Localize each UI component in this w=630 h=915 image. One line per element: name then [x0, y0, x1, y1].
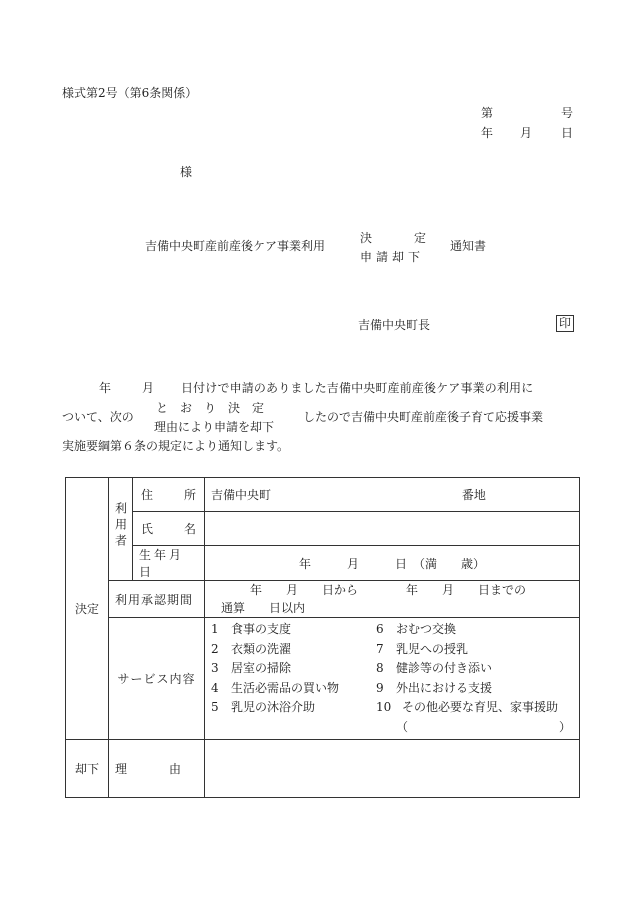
service-item-5: 5 乳児の沐浴介助 — [211, 700, 316, 714]
decision-section-label: 決定 — [66, 478, 109, 740]
date-year: 年 — [481, 126, 494, 140]
service-row — [211, 698, 573, 718]
service-row — [211, 659, 573, 679]
service-other-paren — [211, 718, 573, 738]
body-line1-month: 月 — [142, 381, 155, 395]
reason-label: 理 由 — [109, 740, 205, 798]
paren-open: （ — [396, 719, 409, 734]
body-line3: 実施要綱第６条の規定により通知します。 — [62, 439, 290, 453]
name-value-field[interactable] — [205, 512, 580, 546]
document-number-prefix: 第 — [481, 106, 494, 120]
birthdate-label: 生年月日 — [133, 546, 205, 581]
service-item-3: 3 居室の掃除 — [211, 661, 292, 675]
address-label: 住 所 — [133, 478, 205, 512]
period-label: 利用承認期間 — [109, 581, 205, 618]
service-item-4: 4 生活必需品の買い物 — [211, 680, 340, 695]
addressee-suffix: 様 — [180, 165, 193, 179]
address-cell — [205, 478, 580, 512]
service-item-6: 6 おむつ交換 — [376, 622, 457, 636]
body-line2-prefix: ついて、次の — [62, 410, 134, 424]
seal-stamp: 印 — [556, 315, 574, 332]
service-row — [211, 679, 573, 699]
service-item-10: 10 その他必要な育児、家事援助 — [376, 700, 559, 714]
document-number-suffix: 号 — [561, 106, 574, 120]
period-line1: 年 月 日から 年 月 日までの — [250, 583, 527, 597]
service-item-9: 9 外出における支援 — [376, 680, 493, 695]
service-item-8: 8 健診等の付き添い — [376, 661, 493, 675]
service-list — [205, 618, 580, 740]
service-row — [211, 640, 573, 660]
service-item-7: 7 乳児への授乳 — [376, 641, 469, 656]
form-number: 様式第2号（第6条関係） — [62, 86, 198, 100]
notification-form-table — [65, 477, 580, 798]
service-row — [211, 620, 573, 640]
body-line1-text: 日付けで申請のありました吉備中央町産前産後ケア事業の利用に — [181, 381, 534, 395]
address-value: 吉備中央町 — [211, 488, 272, 502]
name-label: 氏 名 — [133, 512, 205, 546]
date-day: 日 — [561, 126, 574, 140]
title-main: 吉備中央町産前産後ケア事業利用 — [145, 239, 326, 253]
body-line2-option-rejection: 理由により申請を却下 — [154, 420, 275, 434]
body-line1-year: 年 — [99, 381, 112, 395]
birthdate-value: 年 月 日 （満 歳） — [205, 546, 580, 581]
user-group-label-text: 利用者 — [113, 502, 128, 550]
title-option-rejection: 申請却下 — [360, 250, 425, 264]
period-cell — [205, 581, 580, 618]
period-line2: 通算 日以内 — [221, 601, 306, 615]
rejection-section-label: 却下 — [66, 740, 109, 798]
service-item-2: 2 衣類の洗濯 — [211, 641, 292, 656]
issuer-name: 吉備中央町長 — [358, 318, 431, 332]
body-line2-option-decision: と お り 決 定 — [156, 401, 265, 415]
service-content-label: サービス内容 — [109, 618, 205, 740]
service-item-1: 1 食事の支度 — [211, 622, 292, 636]
reason-value-field[interactable] — [205, 740, 580, 798]
title-suffix: 通知書 — [450, 239, 487, 253]
address-banchi: 番地 — [461, 488, 486, 502]
title-option-decision: 決 定 — [360, 231, 433, 245]
user-group-label — [109, 478, 133, 581]
date-month: 月 — [520, 126, 533, 140]
body-line2-suffix: したので吉備中央町産前産後子育て応援事業 — [303, 410, 544, 424]
paren-close: ） — [558, 719, 571, 734]
